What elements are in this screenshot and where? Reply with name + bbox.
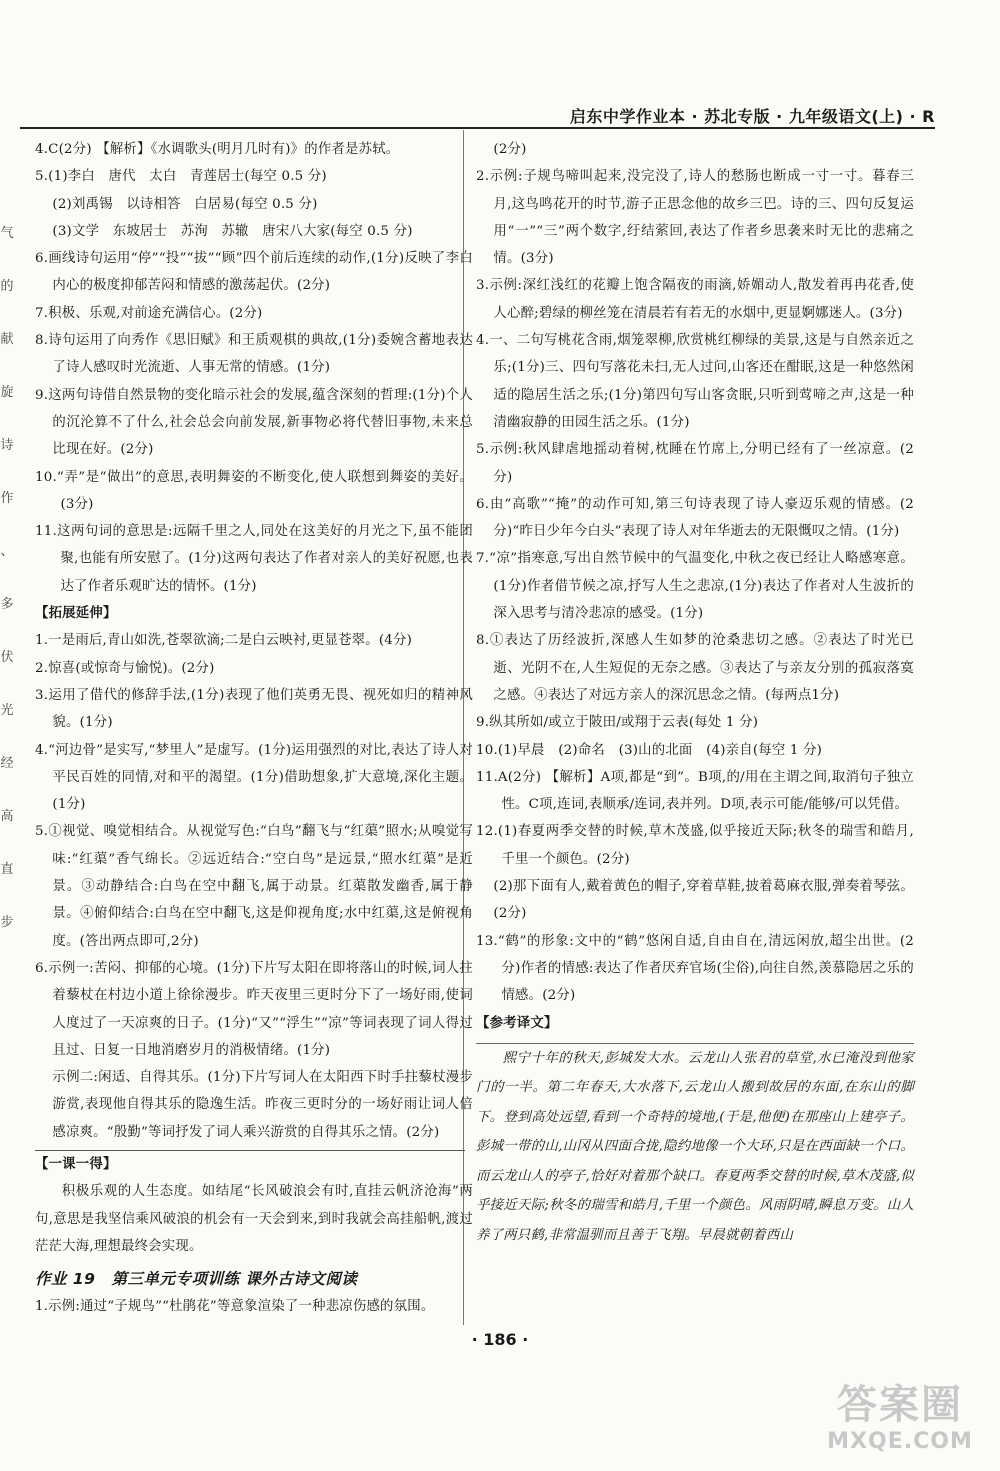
answer-item-6: 6.画线诗句运用“停”“投”“拔”“顾”四个前后连续的动作,(1分)反映了李白内心的极度抑郁苦闷和情感的激荡起伏。(2分) xyxy=(35,251,473,294)
extension-item-4: 4.“河边骨”是实写,“梦里人”是虚写。(1分)运用强烈的对比,表达了诗人对平民百姓的同情,对和平的渴望。(1分)借助想象,扩大意境,深化主题。(1分) xyxy=(35,742,473,813)
page-header: 启东中学作业本 · 苏北专版 · 九年级语文(上) · R xyxy=(569,107,935,126)
spine-char: 诗 xyxy=(0,438,14,453)
extension-heading: 【拓展延伸】 xyxy=(35,606,117,622)
spine-char: 献 xyxy=(0,332,14,347)
answer-item-8: 8.诗句运用了向秀作《思旧赋》和王质观棋的典故,(1分)委婉含蓄地表达了诗人感叹时光流逝、人事无常的情感。(1分) xyxy=(35,333,473,376)
lesson-title: 作业 19 第三单元专项训练 课外古诗文阅读 xyxy=(35,1270,358,1289)
reference-translation: 熙宁十年的秋天,彭城发大水。云龙山人张君的草堂,水已淹没到他家门的一半。第二年春天,大水落下,云龙山人搬到故居的东面,在东山的脚下。登到高处远望,看到一个奇特的境地,(于是,他便)在那座山上建亭子。彭城一带的山,山冈从四面合拢,隐约地像一个大环,只是在西面缺一个口。而云龙山人的亭子,恰好对着那个缺口。春夏两季交替的时候,草木茂盛,似乎接近天际;秋冬的瑞雪和皓月,千里一个颜色。风雨阴晴,瞬息万变。山人养了两只鹤,非常温驯而且善于飞翔。早晨就朝着西山 xyxy=(476,1050,914,1243)
answer-item-4: 4.C(2分) 【解析】《水调歌头(明月几时有)》的作者是苏轼。 xyxy=(35,142,400,157)
lesson-item-9: 9.纵其所如/或立于陂田/或翔于云表(每处 1 分) xyxy=(476,715,759,731)
header-rule xyxy=(20,127,935,129)
spine-char: 直 xyxy=(0,862,14,877)
answer-item-7: 7.积极、乐观,对前途充满信心。(2分) xyxy=(35,305,263,321)
spine-char: 多 xyxy=(0,597,14,612)
lesson-item-11: 11.A(2分) 【解析】A项,都是“到”。B项,的/用在主谓之间,取消句子独立性。C项,连词,表顺承/连词,表并列。D项,表示可能/能够/可以凭借。 xyxy=(476,769,914,813)
extension-example-two: 示例二:闲适、自得其乐。(1分)下片写词人在太阳西下时手拄藜杖漫步游赏,表现他自得其乐的隐逸生活。昨夜三更时分的一场好雨让词人倍感凉爽。“殷勤”等词抒发了词人乘兴游赏的自得其乐之情。(2分) xyxy=(52,1070,473,1140)
answer-item-9: 9.这两句诗借自然景物的变化暗示社会的发展,蕴含深刻的哲理:(1分)个人的沉沦算不了什么,社会总会向前发展,新事物必将代替旧事物,未来总比现在好。(2分) xyxy=(35,387,473,458)
spine-char: 气 xyxy=(0,226,14,241)
answer-item-5-2: (2)刘禹锡 以诗相答 白居易(每空 0.5 分) xyxy=(52,196,318,212)
lesson-item-3: 3.示例:深红浅红的花瓣上饱含隔夜的雨滴,娇媚动人,散发着再冉花香,使人心醉;碧绿的柳丝笼在清晨若有若无的水烟中,更显婀娜迷人。(3分) xyxy=(476,278,914,321)
left-column xyxy=(35,136,473,1321)
spine-char: 作 xyxy=(0,491,14,506)
lesson-item-4: 4.一、二句写桃花含雨,烟笼翠柳,欣赏桃红柳绿的美景,这是与自然亲近之乐;(1分)三、四句写落花未扫,无人过问,山客还在酣眠,这是一种悠然闲适的隐居生活之乐;(1分)第四句写山客贪眠,只听到莺啼之声,这是一种清幽寂静的田园生活之乐。(1分) xyxy=(476,333,914,430)
watermark-cn: 答案圈 xyxy=(837,1382,963,1428)
spine-char: 伏 xyxy=(0,650,14,665)
lesson-item-7: 7.“凉”指寒意,写出自然节候中的气温变化,中秋之夜已经让人略感寒意。(1分)作者借节候之凉,抒写人生之悲凉,(1分)表达了作者对人生波折的深入思考与清冷悲凉的感受。(1分) xyxy=(476,551,914,622)
lesson-item-5: 5.示例:秋风肆虐地摇动着树,枕睡在竹席上,分明已经有了一丝凉意。(2分) xyxy=(476,442,914,485)
extension-item-6: 6.示例一:苦闷、抑郁的心境。(1分)下片写太阳在即将落山的时候,词人拄着藜杖在村边小道上徐徐漫步。昨天夜里三更时分下了一场好雨,使词人度过了一天凉爽的日子。(1分)“又”“浮生”“凉”等词表现了词人得过且过、日复一日地消磨岁月的消极情绪。(1分) xyxy=(35,960,473,1058)
extension-item-1: 1.一是雨后,青山如洗,苍翠欲滴;二是白云映衬,更显苍翠。(4分) xyxy=(35,633,412,649)
lesson-item-10: 10.(1)早晨 (2)命名 (3)山的北面 (4)亲自(每空 1 分) xyxy=(476,742,823,758)
spine-char: 、 xyxy=(0,544,14,559)
site-watermark xyxy=(810,1380,990,1460)
yike-heading: 【一课一得】 xyxy=(35,1156,117,1172)
yike-body: 积极乐观的人生态度。如结尾“长风破浪会有时,直挂云帆济沧海”两句,意思是我坚信乘风破浪的机会有一天会到来,到时我就会高挂船帆,渡过茫茫大海,理想最终会实现。 xyxy=(35,1184,473,1254)
answer-item-5-3: (3)文学 东坡居士 苏洵 苏辙 唐宋八大家(每空 0.5 分) xyxy=(52,223,413,239)
spine-char: 步 xyxy=(0,915,14,930)
answer-item-5-1: 5.(1)李白 唐代 太白 青莲居士(每空 0.5 分) xyxy=(35,169,327,185)
lesson-item-2: 2.示例:子规鸟啼叫起来,没完没了,诗人的愁肠也断成一寸一寸。暮春三月,这鸟鸣花开的时节,游子正思念他的故乡三巴。诗的三、四句反复运用“一”“三”两个数字,纡结萦回,表达了作者乡思袭来时无比的悲痛之情。(3分) xyxy=(476,169,914,267)
lesson-item-12-2: (2)那下面有人,戴着黄色的帽子,穿着草鞋,披着葛麻衣服,弹奏着琴弦。(2分) xyxy=(493,879,914,922)
lesson-item-12-1: 12.(1)春夏两季交替的时候,草木茂盛,似乎接近天际;秋冬的瑞雪和皓月,千里一个颜色。(2分) xyxy=(476,824,914,867)
spine-char: 经 xyxy=(0,756,14,771)
reference-translation-heading: 【参考译文】 xyxy=(476,1015,558,1031)
spine-char: 的 xyxy=(0,279,14,294)
lesson-item-6: 6.由“高歌”“掩”的动作可知,第三句诗表现了诗人豪迈乐观的情感。(2分)“昨日少年今白头”表现了诗人对年华逝去的无限慨叹之情。(1分) xyxy=(476,496,914,540)
spine-char: 高 xyxy=(0,809,14,824)
extension-item-3: 3.运用了借代的修辞手法,(1分)表现了他们英勇无畏、视死如归的精神风貌。(1分) xyxy=(35,687,473,731)
extension-item-5: 5.①视觉、嗅觉相结合。从视觉写色:“白鸟”翻飞与“红蕖”照水;从嗅觉写味:“红蕖”香气绵长。②远近结合:“空白鸟”是远景,“照水红蕖”是近景。③动静结合:白鸟在空中翻飞,属于动景。红蕖散发幽香,属于静景。④俯仰结合:白鸟在空中翻飞,这是仰视角度;水中红蕖,这是俯视角度。(答出两点即可,2分) xyxy=(35,824,473,949)
lesson-item-1: 1.示例:通过“子规鸟”“杜鹃花”等意象渲染了一种悲凉伤感的氛围。 xyxy=(35,1299,435,1315)
answer-item-11: 11.这两句词的意思是:远隔千里之人,同处在这美好的月光之下,虽不能团聚,也能有所安慰了。(1分)这两句表达了作者对亲人的美好祝愿,也表达了作者乐观旷达的情怀。(1分) xyxy=(35,524,473,594)
watermark-en: MXQE.COM xyxy=(827,1429,973,1454)
page-number: · 186 · xyxy=(471,1330,529,1349)
lesson-item-13: 13.“鹤”的形象:文中的“鹤”悠闲自适,自由自在,清远闲放,超尘出世。(2分)作者的情感:表达了作者厌弃官场(尘俗),向往自然,羡慕隐居之乐的情感。(2分) xyxy=(476,933,914,1004)
spine-char: 旋 xyxy=(0,385,14,400)
right-column xyxy=(476,136,914,1250)
lesson-item-8: 8.①表达了历经波折,深感人生如梦的沧桑悲切之感。②表达了时光已逝、光阴不在,人生短促的无奈之感。③表达了与亲友分别的孤寂落寞之感。④表达了对远方亲人的深沉思念之情。(每两点1分) xyxy=(476,633,914,703)
extension-item-2: 2.惊喜(或惊奇与愉悦)。(2分) xyxy=(35,660,215,676)
answer-item-10: 10.“弄”是“做出”的意思,表明舞姿的不断变化,使人联想到舞姿的美好。(3分) xyxy=(35,469,473,512)
spine-char: 光 xyxy=(0,703,14,718)
spine-fragment xyxy=(0,220,14,936)
continued-score: (2分) xyxy=(493,142,527,157)
